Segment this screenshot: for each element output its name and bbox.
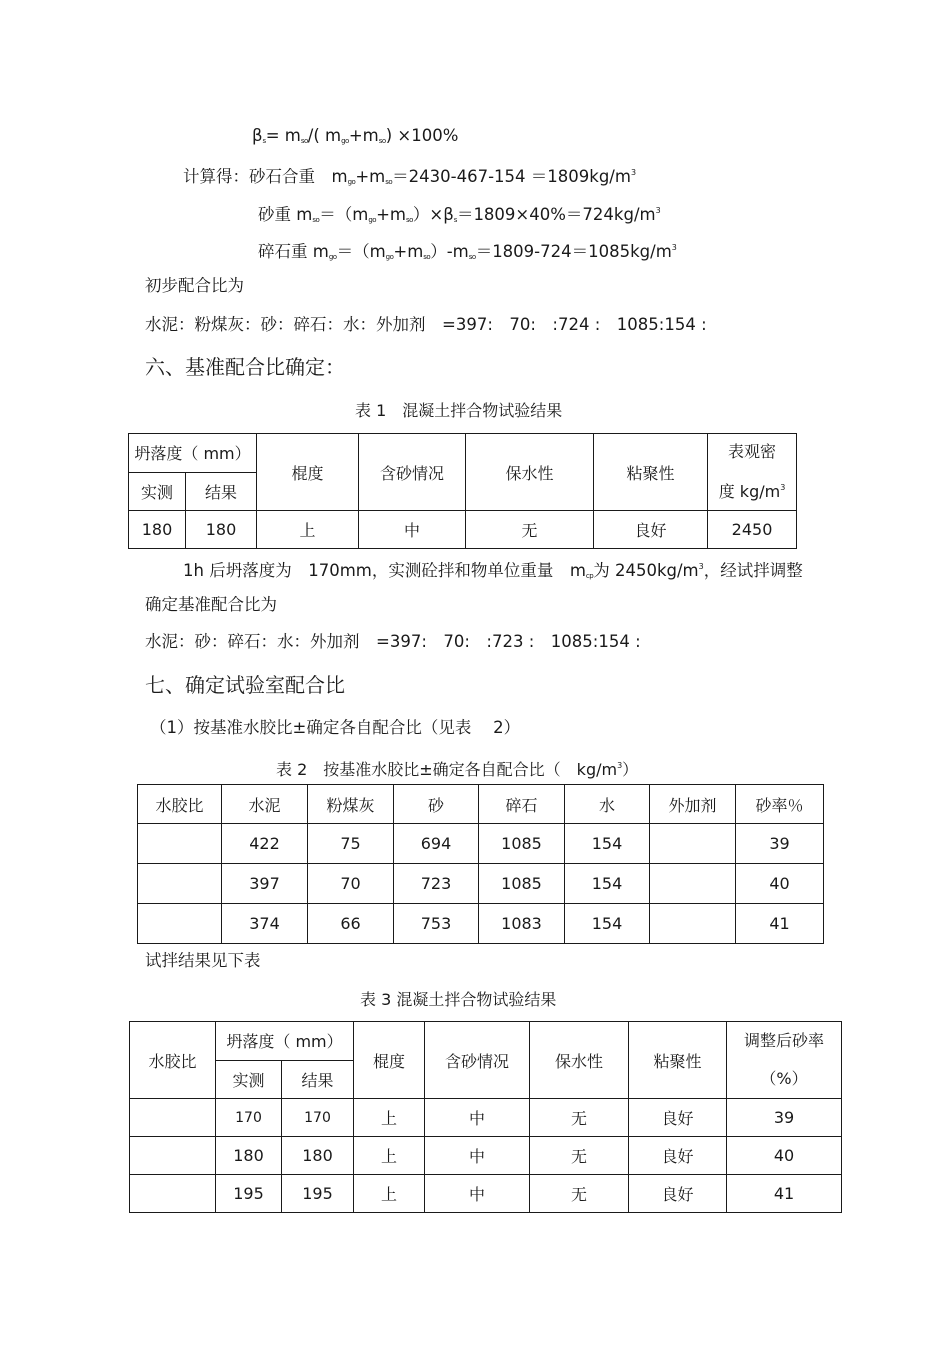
table2-cell: 39 [736,824,824,864]
table3-slump-header: 坍落度（ mm） [216,1022,354,1061]
calc-sand-mass: 砂重 $m_{so}=(m_{go}+m_{so})\times\beta_s=1809\times 40\%=724kg/m^3$ [258,205,661,224]
table2-cell: 40 [736,864,824,904]
table2-cell: 753 [394,904,479,944]
table3-cell: 39 [727,1099,842,1137]
table2-header-cell: 粉煤灰 [308,785,394,824]
table3-cell: 41 [727,1175,842,1213]
table2-caption: 表 2 按基准水胶比±确定各自配合比（ $kg/m^3$） [276,760,639,779]
table-row [138,904,824,944]
table2-header-cell: 砂 [394,785,479,824]
table3-cell [130,1137,216,1175]
table3-caption: 表 3 混凝土拌合物试验结果 [360,990,557,1009]
table3-cell [130,1175,216,1213]
table3-cell: 40 [727,1137,842,1175]
table2-cell: 75 [308,824,394,864]
initial-ratio: 水泥：粉煤灰：砂：碎石：水：外加剂 =397: 70: :724 : 1085:154 : [145,315,707,334]
table3-cell: 中 [425,1175,530,1213]
table1-density-header: 表观密 度 $kg/m^3$ [708,434,797,511]
table1-slump-header: 坍落度（ mm） [129,434,257,473]
table2-cell: 1085 [479,864,565,904]
table3-sand-header: 含砂情况 [425,1022,530,1099]
trial-note: 试拌结果见下表 [145,951,261,970]
table3-measured-header: 实测 [216,1060,282,1099]
table3-cell: 170 [216,1099,282,1137]
table2-cell: 422 [222,824,308,864]
table2-cell: 374 [222,904,308,944]
table2-cell: 694 [394,824,479,864]
table2-cell: 154 [565,904,650,944]
table3-rate-header: 调整后砂率 （%） [727,1022,842,1099]
table3-cell: 195 [282,1175,354,1213]
table3-cell: 良好 [629,1099,727,1137]
table1-sand-header: 含砂情况 [359,434,466,511]
table3-cell: 中 [425,1099,530,1137]
table3-cell: 上 [354,1175,425,1213]
table2-cell [138,824,222,864]
table3-cell: 上 [354,1137,425,1175]
sand-ratio-formula: $\beta_s= m_{so}/$( $m_{go}+m_{so}) \times 100\%$ [252,126,459,145]
table2-header-cell: 水 [565,785,650,824]
table2-cell [138,864,222,904]
table2-cell: 41 [736,904,824,944]
table2-header-cell: 水胶比 [138,785,222,824]
subsection-1: （1）按基准水胶比±确定各自配合比（见表 2） [150,718,521,737]
table3-consistency-header: 棍度 [354,1022,425,1099]
initial-ratio-label: 初步配合比为 [145,276,244,295]
table-row [130,1175,842,1213]
table1-measured-header: 实测 [129,472,186,511]
calc-gravel-mass: 碎石重 $m_{go}=(m_{go}+m_{so})-m_{so}=1809-724=1085kg/m^3$ [258,242,677,261]
table3-cell: 良好 [629,1175,727,1213]
table3-cell: 无 [530,1137,629,1175]
after-1h-note: 1h 后坍落度为 170mm，实测砼拌和物单位重量 $m_{cp}$为 $2450kg/m^3$，经试拌调整 [183,561,803,580]
table3-cell: 无 [530,1175,629,1213]
base-ratio-label: 确定基准配合比为 [145,595,277,614]
table3-cell [130,1099,216,1137]
table3-cell: 180 [216,1137,282,1175]
table3-wb-header: 水胶比 [130,1022,216,1099]
table3-cell: 上 [354,1099,425,1137]
table2-cell: 154 [565,864,650,904]
base-ratio: 水泥：砂：碎石：水：外加剂 =397: 70: :723 : 1085:154 : [145,632,641,651]
table1 [128,433,797,549]
table1-consistency-header: 棍度 [257,434,359,511]
table2-cell: 1085 [479,824,565,864]
table3-cell: 170 [282,1099,354,1137]
table-row [138,864,824,904]
table2-header-cell: 外加剂 [650,785,736,824]
table2-cell [650,864,736,904]
table3-water-header: 保水性 [530,1022,629,1099]
table-row [130,1137,842,1175]
table2-cell: 154 [565,824,650,864]
section-7-heading: 七、确定试验室配合比 [145,673,345,697]
table2-header-cell: 砂率％ [736,785,824,824]
table3-cell: 良好 [629,1137,727,1175]
table1-cohesion-header: 粘聚性 [594,434,708,511]
table1-water-header: 保水性 [466,434,594,511]
table3 [129,1021,842,1213]
section-6-heading: 六、基准配合比确定： [145,355,345,379]
table2-cell: 1083 [479,904,565,944]
table2-header-cell: 水泥 [222,785,308,824]
table2-cell [138,904,222,944]
table2-cell: 70 [308,864,394,904]
table-row [138,824,824,864]
table2-cell: 723 [394,864,479,904]
table2-cell [650,824,736,864]
table3-cell: 195 [216,1175,282,1213]
table1-result-header: 结果 [186,472,257,511]
table3-result-header: 结果 [282,1060,354,1099]
table2-header-cell: 碎石 [479,785,565,824]
table2-cell: 397 [222,864,308,904]
table3-cell: 无 [530,1099,629,1137]
table2-cell: 66 [308,904,394,944]
table2 [137,784,824,944]
table-row: 180 180 上 中 无 良好 2450 [129,511,797,549]
table1-caption: 表 1 混凝土拌合物试验结果 [355,401,563,420]
table2-cell [650,904,736,944]
calc-aggregate-mass: 计算得：砂石合重 $m_{go}+m_{so}=2430-467-154 =1809kg/m^3$ [183,167,637,186]
table-row [130,1099,842,1137]
table3-cell: 180 [282,1137,354,1175]
table3-cell: 中 [425,1137,530,1175]
table3-cohesion-header: 粘聚性 [629,1022,727,1099]
